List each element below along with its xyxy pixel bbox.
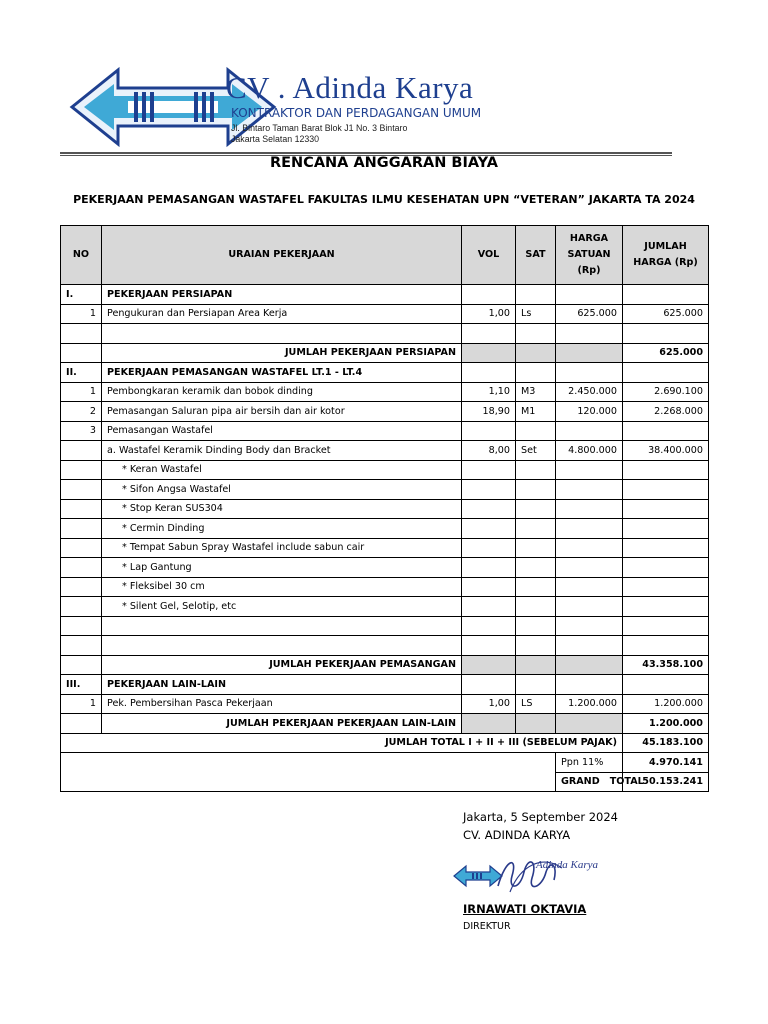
row-vol xyxy=(462,285,516,305)
row-vol xyxy=(462,597,516,617)
row-total: 1.200.000 xyxy=(623,694,709,714)
row-price xyxy=(556,675,623,695)
row-sat xyxy=(516,421,556,441)
row-cell xyxy=(61,324,102,344)
row-total xyxy=(623,519,709,539)
row-cell xyxy=(556,636,623,656)
row-vol xyxy=(462,519,516,539)
row-price xyxy=(556,480,623,500)
signatory-role: DIREKTUR xyxy=(463,921,511,932)
summary-grand-label: GRAND TOTAL xyxy=(556,772,623,792)
component-row xyxy=(61,460,709,480)
row-cell xyxy=(623,324,709,344)
row-price xyxy=(556,343,623,363)
row-price xyxy=(556,499,623,519)
summary-grand-value: 50.153.241 xyxy=(623,772,709,792)
row-cell xyxy=(102,636,462,656)
subtotal-row xyxy=(61,655,709,675)
row-no xyxy=(61,714,102,734)
letterhead-divider xyxy=(60,152,672,154)
row-sat xyxy=(516,285,556,305)
component-row xyxy=(61,577,709,597)
address-line-1: Jl. Bintaro Taman Barat Blok J1 No. 3 Bintaro xyxy=(231,123,408,133)
row-desc: Pemasangan Wastafel xyxy=(102,421,462,441)
budget-table xyxy=(60,225,709,792)
row-vol xyxy=(462,499,516,519)
row-no xyxy=(61,343,102,363)
row-sat xyxy=(516,499,556,519)
row-cell xyxy=(623,636,709,656)
row-price: 120.000 xyxy=(556,402,623,422)
company-tagline: KONTRAKTOR DAN PERDAGANGAN UMUM xyxy=(231,106,482,120)
section-row xyxy=(61,675,709,695)
row-price: 4.800.000 xyxy=(556,441,623,461)
row-sat xyxy=(516,675,556,695)
row-no xyxy=(61,597,102,617)
row-total: 625.000 xyxy=(623,343,709,363)
row-vol: 18,90 xyxy=(462,402,516,422)
row-vol xyxy=(462,421,516,441)
summary-total-row xyxy=(61,733,709,753)
component-row xyxy=(61,597,709,617)
row-vol xyxy=(462,655,516,675)
row-no: 3 xyxy=(61,421,102,441)
row-no xyxy=(61,519,102,539)
row-desc: PEKERJAAN PEMASANGAN WASTAFEL LT.1 - LT.4 xyxy=(102,363,462,383)
row-no xyxy=(61,538,102,558)
row-vol xyxy=(462,714,516,734)
row-no xyxy=(61,441,102,461)
row-cell xyxy=(556,616,623,636)
row-cell xyxy=(516,324,556,344)
summary-ppn-value: 4.970.141 xyxy=(623,753,709,773)
row-total: 1.200.000 xyxy=(623,714,709,734)
row-no xyxy=(61,460,102,480)
row-cell xyxy=(462,636,516,656)
row-cell xyxy=(61,616,102,636)
row-sat: LS xyxy=(516,694,556,714)
row-cell xyxy=(462,616,516,636)
row-total: 2.268.000 xyxy=(623,402,709,422)
row-no xyxy=(61,499,102,519)
row-price xyxy=(556,558,623,578)
component-row xyxy=(61,519,709,539)
row-total: 43.358.100 xyxy=(623,655,709,675)
row-desc: PEKERJAAN LAIN-LAIN xyxy=(102,675,462,695)
component-row xyxy=(61,499,709,519)
row-cell xyxy=(102,616,462,636)
row-desc: Pek. Pembersihan Pasca Pekerjaan xyxy=(102,694,462,714)
row-no: 2 xyxy=(61,402,102,422)
table-row xyxy=(61,304,709,324)
row-total xyxy=(623,480,709,500)
row-desc: * Lap Gantung xyxy=(102,558,462,578)
row-no: I. xyxy=(61,285,102,305)
header-uraian: URAIAN PEKERJAAN xyxy=(102,226,462,285)
signatory-name: IRNAWATI OKTAVIA xyxy=(463,902,587,916)
row-desc: * Sifon Angsa Wastafel xyxy=(102,480,462,500)
row-sat xyxy=(516,577,556,597)
row-cell xyxy=(102,324,462,344)
row-no xyxy=(61,558,102,578)
row-desc: a. Wastafel Keramik Dinding Body dan Bracket xyxy=(102,441,462,461)
row-sat xyxy=(516,363,556,383)
header-no: NO xyxy=(61,226,102,285)
row-sat xyxy=(516,558,556,578)
row-price xyxy=(556,655,623,675)
row-sat xyxy=(516,538,556,558)
summary-total-label: JUMLAH TOTAL I + II + III (SEBELUM PAJAK) xyxy=(61,733,623,753)
row-vol xyxy=(462,480,516,500)
row-vol xyxy=(462,558,516,578)
row-cell xyxy=(61,636,102,656)
row-total: 38.400.000 xyxy=(623,441,709,461)
row-price: 625.000 xyxy=(556,304,623,324)
empty-row xyxy=(61,636,709,656)
component-row xyxy=(61,480,709,500)
row-sat xyxy=(516,519,556,539)
row-vol: 1,00 xyxy=(462,304,516,324)
row-sat xyxy=(516,343,556,363)
document-subtitle: PEKERJAAN PEMASANGAN WASTAFEL FAKULTAS ILMU KESEHATAN UPN “VETERAN” JAKARTA TA 2024 xyxy=(73,193,695,206)
table-row xyxy=(61,382,709,402)
company-name: CV . Adinda Karya xyxy=(226,70,474,105)
document-title: RENCANA ANGGARAN BIAYA xyxy=(269,155,499,171)
table-row xyxy=(61,441,709,461)
row-no: 1 xyxy=(61,304,102,324)
row-price xyxy=(556,538,623,558)
row-vol: 1,00 xyxy=(462,694,516,714)
row-desc: * Cermin Dinding xyxy=(102,519,462,539)
row-total xyxy=(623,597,709,617)
row-vol xyxy=(462,577,516,597)
row-desc: Pemasangan Saluran pipa air bersih dan air kotor xyxy=(102,402,462,422)
svg-text:Adinda Karya: Adinda Karya xyxy=(536,859,599,871)
section-row xyxy=(61,285,709,305)
empty-row xyxy=(61,324,709,344)
company-address xyxy=(231,123,407,145)
row-price xyxy=(556,714,623,734)
table-row xyxy=(61,421,709,441)
row-no xyxy=(61,480,102,500)
row-no xyxy=(61,655,102,675)
row-sat: M3 xyxy=(516,382,556,402)
summary-total-value: 45.183.100 xyxy=(623,733,709,753)
subtotal-row xyxy=(61,343,709,363)
empty-row xyxy=(61,616,709,636)
row-sat xyxy=(516,655,556,675)
row-desc: JUMLAH PEKERJAAN PERSIAPAN xyxy=(102,343,462,363)
header-sat: SAT xyxy=(516,226,556,285)
row-price xyxy=(556,421,623,441)
table-row xyxy=(61,694,709,714)
row-desc: * Fleksibel 30 cm xyxy=(102,577,462,597)
header-vol: VOL xyxy=(462,226,516,285)
row-no: 1 xyxy=(61,382,102,402)
row-desc: * Keran Wastafel xyxy=(102,460,462,480)
row-desc: JUMLAH PEKERJAAN PEKERJAAN LAIN-LAIN xyxy=(102,714,462,734)
row-total xyxy=(623,460,709,480)
row-cell xyxy=(516,636,556,656)
row-price xyxy=(556,285,623,305)
row-price: 1.200.000 xyxy=(556,694,623,714)
row-price xyxy=(556,519,623,539)
row-no: III. xyxy=(61,675,102,695)
row-vol xyxy=(462,538,516,558)
row-vol xyxy=(462,460,516,480)
row-cell xyxy=(623,616,709,636)
row-vol: 1,10 xyxy=(462,382,516,402)
row-price xyxy=(556,460,623,480)
subtotal-row xyxy=(61,714,709,734)
row-sat xyxy=(516,597,556,617)
row-cell xyxy=(462,324,516,344)
row-desc: Pembongkaran keramik dan bobok dinding xyxy=(102,382,462,402)
row-price xyxy=(556,597,623,617)
header-jumlah-harga: JUMLAH HARGA (Rp) xyxy=(623,226,709,285)
row-sat: Set xyxy=(516,441,556,461)
table-body xyxy=(61,285,709,734)
table-row xyxy=(61,402,709,422)
letterhead xyxy=(60,60,672,156)
table-header-row xyxy=(61,226,709,285)
row-desc: JUMLAH PEKERJAAN PEMASANGAN xyxy=(102,655,462,675)
row-total: 625.000 xyxy=(623,304,709,324)
row-vol xyxy=(462,363,516,383)
row-desc: * Stop Keran SUS304 xyxy=(102,499,462,519)
row-total xyxy=(623,421,709,441)
row-desc: * Silent Gel, Selotip, etc xyxy=(102,597,462,617)
row-vol xyxy=(462,343,516,363)
row-no xyxy=(61,577,102,597)
row-no: 1 xyxy=(61,694,102,714)
component-row xyxy=(61,558,709,578)
row-desc: Pengukuran dan Persiapan Area Kerja xyxy=(102,304,462,324)
header-harga-satuan: HARGA SATUAN (Rp) xyxy=(556,226,623,285)
row-sat: Ls xyxy=(516,304,556,324)
summary-ppn-label: Ppn 11% xyxy=(556,753,623,773)
row-sat xyxy=(516,460,556,480)
row-total xyxy=(623,499,709,519)
row-cell xyxy=(556,324,623,344)
row-price: 2.450.000 xyxy=(556,382,623,402)
address-line-2: Jakarta Selatan 12330 xyxy=(231,134,320,144)
signature-stamp-icon xyxy=(450,846,610,902)
row-total xyxy=(623,577,709,597)
row-cell xyxy=(516,616,556,636)
row-no: II. xyxy=(61,363,102,383)
row-sat: M1 xyxy=(516,402,556,422)
summary-ppn-row xyxy=(61,753,709,773)
row-total xyxy=(623,285,709,305)
row-total: 2.690.100 xyxy=(623,382,709,402)
table-summary xyxy=(61,733,709,792)
row-sat xyxy=(516,714,556,734)
row-vol xyxy=(462,675,516,695)
row-price xyxy=(556,577,623,597)
row-total xyxy=(623,675,709,695)
signature-company: CV. ADINDA KARYA xyxy=(463,828,571,842)
signature-place-date: Jakarta, 5 September 2024 xyxy=(463,810,618,824)
row-desc: PEKERJAAN PERSIAPAN xyxy=(102,285,462,305)
summary-blank-cell xyxy=(61,753,556,792)
row-vol: 8,00 xyxy=(462,441,516,461)
row-price xyxy=(556,363,623,383)
row-sat xyxy=(516,480,556,500)
row-desc: * Tempat Sabun Spray Wastafel include sabun cair xyxy=(102,538,462,558)
row-total xyxy=(623,558,709,578)
row-total xyxy=(623,538,709,558)
section-row xyxy=(61,363,709,383)
component-row xyxy=(61,538,709,558)
row-total xyxy=(623,363,709,383)
